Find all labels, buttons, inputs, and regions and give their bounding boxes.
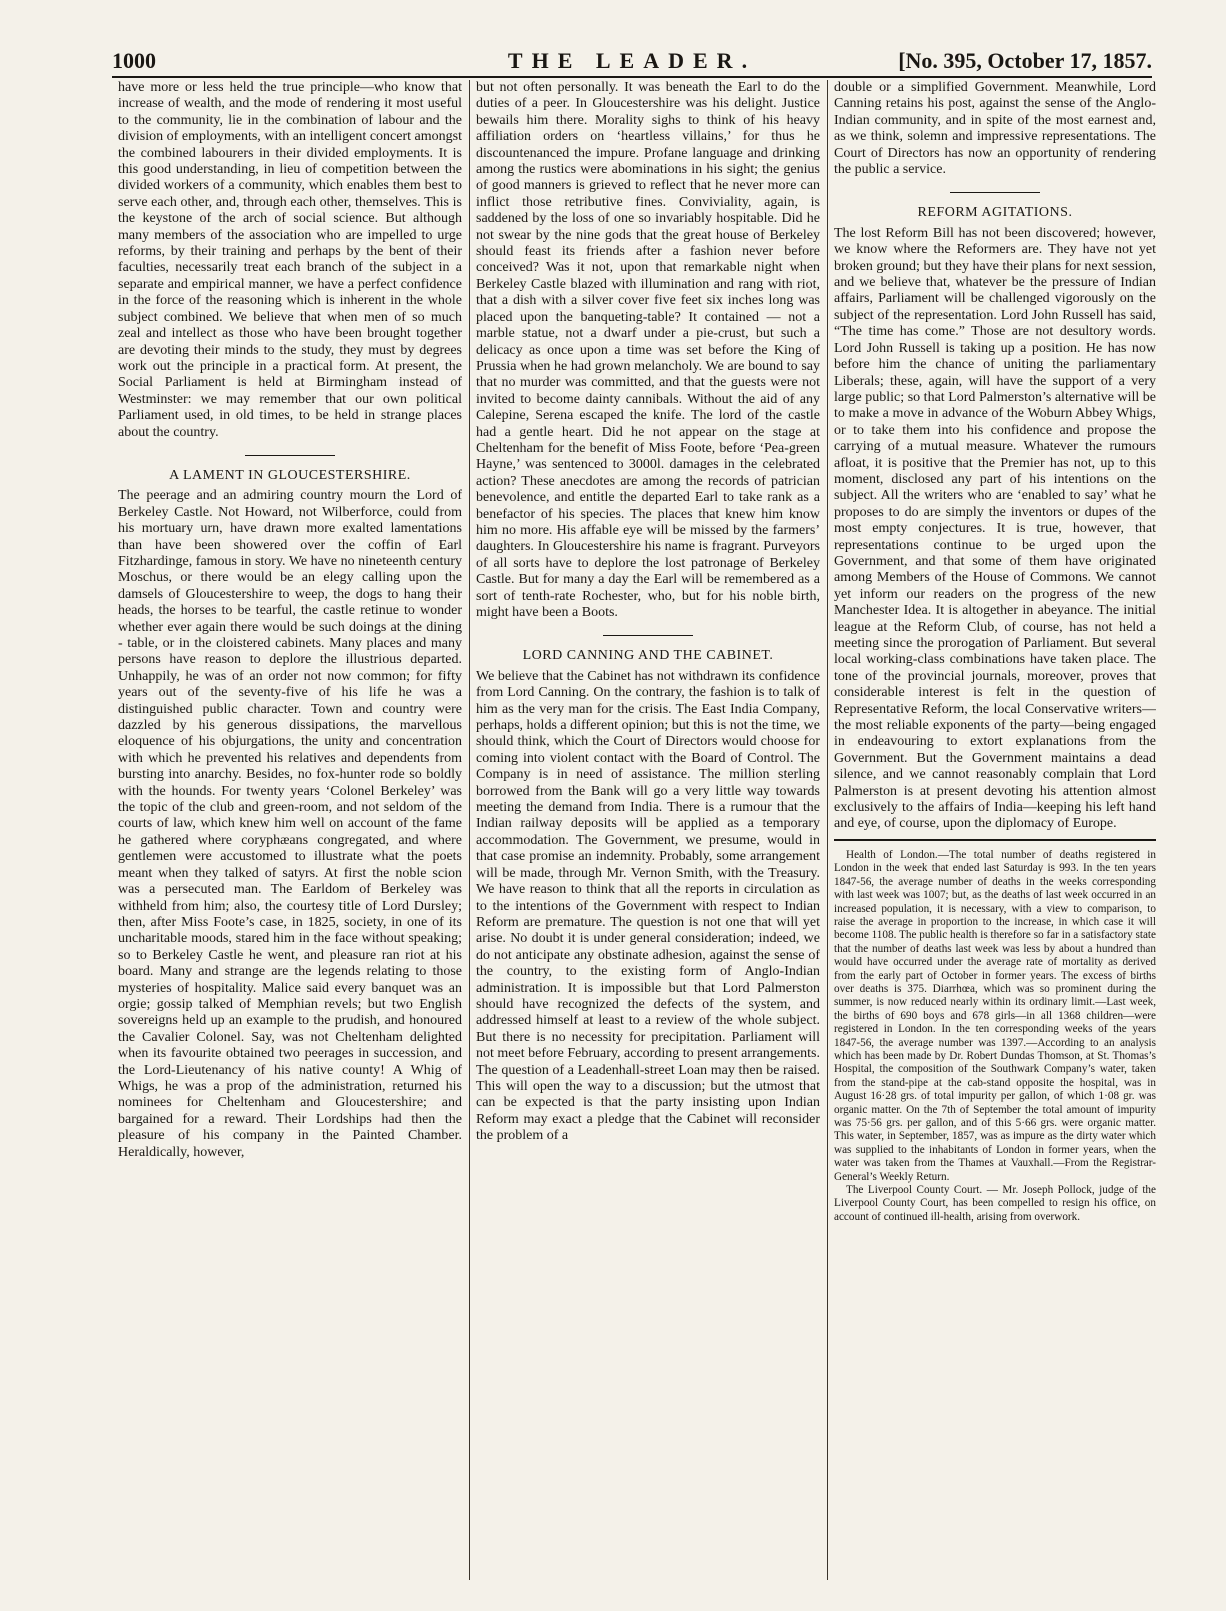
column-divider — [469, 80, 470, 1580]
column-1 — [118, 80, 462, 1580]
column-2 — [476, 80, 820, 1580]
news-note: Health of London.—The total number of deaths registered in London in the week that ended last Saturday is 993. In the ten years 1847-56, the average number of deaths in the weeks corresponding with last week was 1007; but, as the deaths of last week occurred in an increased population, it is necessary, with a view to comparison, to raise the average in proportion to the increase, in which case it will become 1108. The public health is therefore so far in a satisfactory state that the number of deaths last week was less by about a hundred than would have occurred under the average rate of mortality as derived from the early part of October in former years. The excess of births over deaths is 375. Diarrhœa, which was so prominent during the summer, is now reduced nearly within its ordinary limit.—Last week, the births of 690 boys and 678 girls—in all 1368 children—were registered in London. In the ten corresponding weeks of the years 1847-56, the average number was 1397.—According to an analysis which has been made by Dr. Robert Dundas Thomson, at St. Thomas’s Hospital, the composition of the Southwark Company’s water, taken from the stand-pipe at the cab-stand opposite the hospital, was in August 16·28 grs. of total impurity per gallon, of which 1·08 gr. was organic matter. On the 7th of September the total amount of impurity was 75·56 grs. per gallon, and of this 5·66 grs. were organic matter. This water, in September, 1857, was as impure as the dirty water which was supplied to the inhabitants of London in former years, when the water was taken from the Thames at Vauxhall.—From the Registrar-General’s Weekly Return. — [834, 848, 1156, 1183]
article-paragraph: The peerage and an admiring country mourn the Lord of Berkeley Castle. Not Howard, not Wilberforce, could from his mortuary urn, have drawn more exalted lamentations than have been showered over the coffin of Earl Fitzhardinge, famous in story. We have no nineteenth century Moschus, or there would be an elegy calling upon the damsels of Gloucestershire to weep, the dogs to hang their heads, the horses to be tearful, the castle retinue to wonder whether ever again there would be such doings at the dining - table, or in the cloistered cabinets. Many places and many persons have reason to deplore the illustrious departed. Unhappily, he was of an order not now common; for fifty years out of the seventy-five of his life he was a distinguished public character. Town and country were dazzled by his generous dissipations, the marvellous eloquence of his objurgations, the unity and concentration with which he prevented his relatives and dependents from bursting into anarchy. Besides, no fox-hunter rode so boldly with the hounds. For twenty years ‘Colonel Berkeley’ was the topic of the club and green-room, and not seldom of the courts of law, which knew him well on account of the fame he gathered where coryphæans congregated, and where gentlemen were accustomed to illustrate what the poets meant when they talked of satyrs. At first the noble scion was a persecuted man. The Earldom of Berkeley was withheld from him; also, the courtesy title of Lord Dursley; then, after Miss Foote’s case, in 1825, society, in one of its uncharitable moods, stared him in the face without speaking; so to Berkeley Castle he went, and pleasure ran riot at his board. Many and strange are the legends relating to those mysteries of hospitality. Malice said every banquet was an orgie; gossip talked of Memphian revels; but two English sovereigns held up an example to the prudish, and honoured the Cavalier Colonel. Say, was not Cheltenham delighted when its favourite obtained two peerages in succession, and the Lord-Lieutenancy of his native county! A Whig of Whigs, he was a prop of the administration, returned his nominees for Cheltenham and Gloucestershire; and bargained for a reward. Their Lordships had then the pleasure of his company in the Painted Chamber. Heraldically, however, — [118, 488, 462, 1160]
article-paragraph: double or a simplified Government. Meanwhile, Lord Canning retains his post, against the sense of the Anglo-Indian community, and in spite of the most earnest and, as we think, solemn and impressive representations. The Court of Directors has now an opportunity of rendering the public a service. — [834, 80, 1156, 178]
masthead-rule — [112, 76, 1152, 78]
notes-rule — [834, 839, 1156, 841]
issue-info: [No. 395, October 17, 1857. — [898, 48, 1152, 73]
article-paragraph: but not often personally. It was beneath the Earl to do the duties of a peer. In Gloucestershire was his delight. Justice bewails him there. Morality sighs to think of his heavy affiliation orders on ‘heartless villains,’ for thus he discountenanced the impure. Profane language and drinking among the rustics were abominations in his sight; the genius of good manners is grieved to reflect that he never more can inflict those retributive fines. Conviviality, again, is saddened by the loss of one so invariably hospitable. Did he not swear by the nine gods that the great house of Berkeley should feast its friends after a fashion never before conceived? Was it not, upon that remarkable night when Berkeley Castle blazed with illumination and rang with riot, that a dish with a silver cover five feet six inches long was placed upon the banqueting-table? It contained — not a marble statue, not a dwarf under a pie-crust, but such a delicacy as once upon a time was set before the King of Prussia when he had grown melancholy. We are bound to say that no murder was committed, and that the guests were not invited to become dainty cannibals. Without the aid of any Calepine, Serena escaped the knife. The lord of the castle had a gentle heart. Did he not appear on the stage at Cheltenham for the benefit of Miss Foote, before ‘Pea-green Hayne,’ was sentenced to 3000l. damages in the celebrated action? These anecdotes are among the records of patrician benevolence, and entitle the departed Earl to take rank as a benefactor of his species. The places that knew him know him no more. His affable eye will be missed by the farmers’ daughters. In Gloucestershire his name is fragrant. Purveyors of all sorts have to deplore the lost patronage of Berkeley Castle. But for many a day the Earl will be remembered as a sort of tenth-rate Rochester, who, but for his noble birth, might have been a Boots. — [476, 80, 820, 620]
masthead — [112, 48, 1152, 74]
news-notes — [834, 839, 1156, 1224]
section-separator — [245, 455, 335, 456]
article-paragraph: have more or less held the true principle—who know that increase of wealth, and the mode of rendering it most useful to the community, lie in the combination of labour and the division of employments, with an intelligent concert amongst the combined labourers in their divided employments. It is this good understanding, in lieu of competition between the divided workers of a community, which enables them best to serve each other, and, through each other, themselves. This is the keystone of the arch of social science. But although many members of the association who are impelled to urge reforms, by their training and perhaps by the bent of their faculties, necessarily treat each branch of the subject in a separate and empirical manner, we have a perfect confidence in the force of the reasoning which is inherent in the whole subject combined. We believe that when men of so much zeal and intellect as those who have been brought together are devoting their minds to the study, they must by degrees work out the principle in a practical form. At present, the Social Parliament is held at Birmingham instead of Westminster: we may remember that our own political Parliament used, in old times, to be held in strange places about the country. — [118, 80, 462, 440]
page-number: 1000 — [112, 48, 156, 73]
article-paragraph: We believe that the Cabinet has not withdrawn its confidence from Lord Canning. On the contrary, the fashion is to talk of him as the very man for the crisis. The East India Company, perhaps, holds a different opinion; but this is not the time, we should think, which the Court of Directors would choose for coming into violent contact with the Board of Control. The Company is in need of assistance. The million sterling borrowed from the Bank will go a very little way towards meeting the demand from India. There is a rumour that the Indian railway deposits will be applied as a temporary accommodation. The Government, we presume, would in that case promise an indemnity. Probably, some arrangement will be made, through Mr. Vernon Smith, with the Treasury. We have reason to think that all the reports in circulation as to the intentions of the Government with respect to Indian Reform are premature. The question is not one that will yet arise. No doubt it is under general consideration; indeed, we do not anticipate any obstinate adhesion, against the sense of the country, to the existing form of Anglo-Indian administration. It is impossible but that Lord Palmerston should have recognized the defects of the system, and addressed himself at least to a review of the whole subject. But there is no necessity for precipitation. Parliament will not meet before February, according to present arrangements. The question of a Leadenhall-street Loan may then be raised. This will open the way to a discussion; but the utmost that can be expected is that the party insisting upon Indian Reform may exact a pledge that the Cabinet will reconsider the problem of a — [476, 668, 820, 1144]
article-heading: LORD CANNING AND THE CABINET. — [522, 648, 774, 664]
news-note: The Liverpool County Court. — Mr. Joseph Pollock, judge of the Liverpool County Court, has been compelled to resign his office, on account of continued ill-health, arising from overwork. — [834, 1184, 1156, 1223]
section-separator — [603, 635, 693, 636]
article-heading: A LAMENT IN GLOUCESTERSHIRE. — [169, 467, 411, 483]
section-separator — [950, 192, 1040, 193]
newspaper-title: THE LEADER. — [507, 48, 757, 73]
column-divider — [827, 80, 828, 1580]
article-heading: REFORM AGITATIONS. — [917, 205, 1073, 221]
column-3 — [834, 80, 1156, 1580]
article-paragraph: The lost Reform Bill has not been discovered; however, we know where the Reformers are. They have not yet broken ground; but they have their plans for next session, and we believe that, whatever be the pressure of Indian affairs, Parliament will be challenged vigorously on the subject of the representation. Lord John Russell has said, “The time has come.” Those are not desultory words. Lord John Russell is taking up a position. He has now before him the chance of uniting the parliamentary Liberals; these, again, will have the support of a very large public; so that Lord Palmerston’s alternative will be to make a move in advance of the Woburn Abbey Whigs, or to take them into his confidence and propose the carrying of a mutual measure. Whatever the rumours afloat, it is positive that the Premier has not, up to this moment, disclosed any part of his intentions on the subject. All the writers who are ‘enabled to say’ what he proposes to do are simply the inventors or dupes of the most empty conjectures. It is true, however, that representations continue to be urged upon the Government, and that some of them have originated among Members of the House of Commons. We cannot yet inform our readers on the progress of the new Manchester Idea. It is altogether in abeyance. The initial league at the Reform Club, of course, has not held a meeting since the prorogation of Parliament. But several local working-class combinations have taken place. The tone of the provincial journals, moreover, proves that considerable interest is felt in the question of Representative Reform, the local Conservative writers—the most reliable exponents of the party—being engaged in endeavouring to extort explanations from the Government. But the Government maintains a dead silence, and we cannot reasonably complain that Lord Palmerston is at present devoting his attention almost exclusively to the affairs of India—keeping his left hand and eye, of course, upon the diplomacy of Europe. — [834, 225, 1156, 832]
